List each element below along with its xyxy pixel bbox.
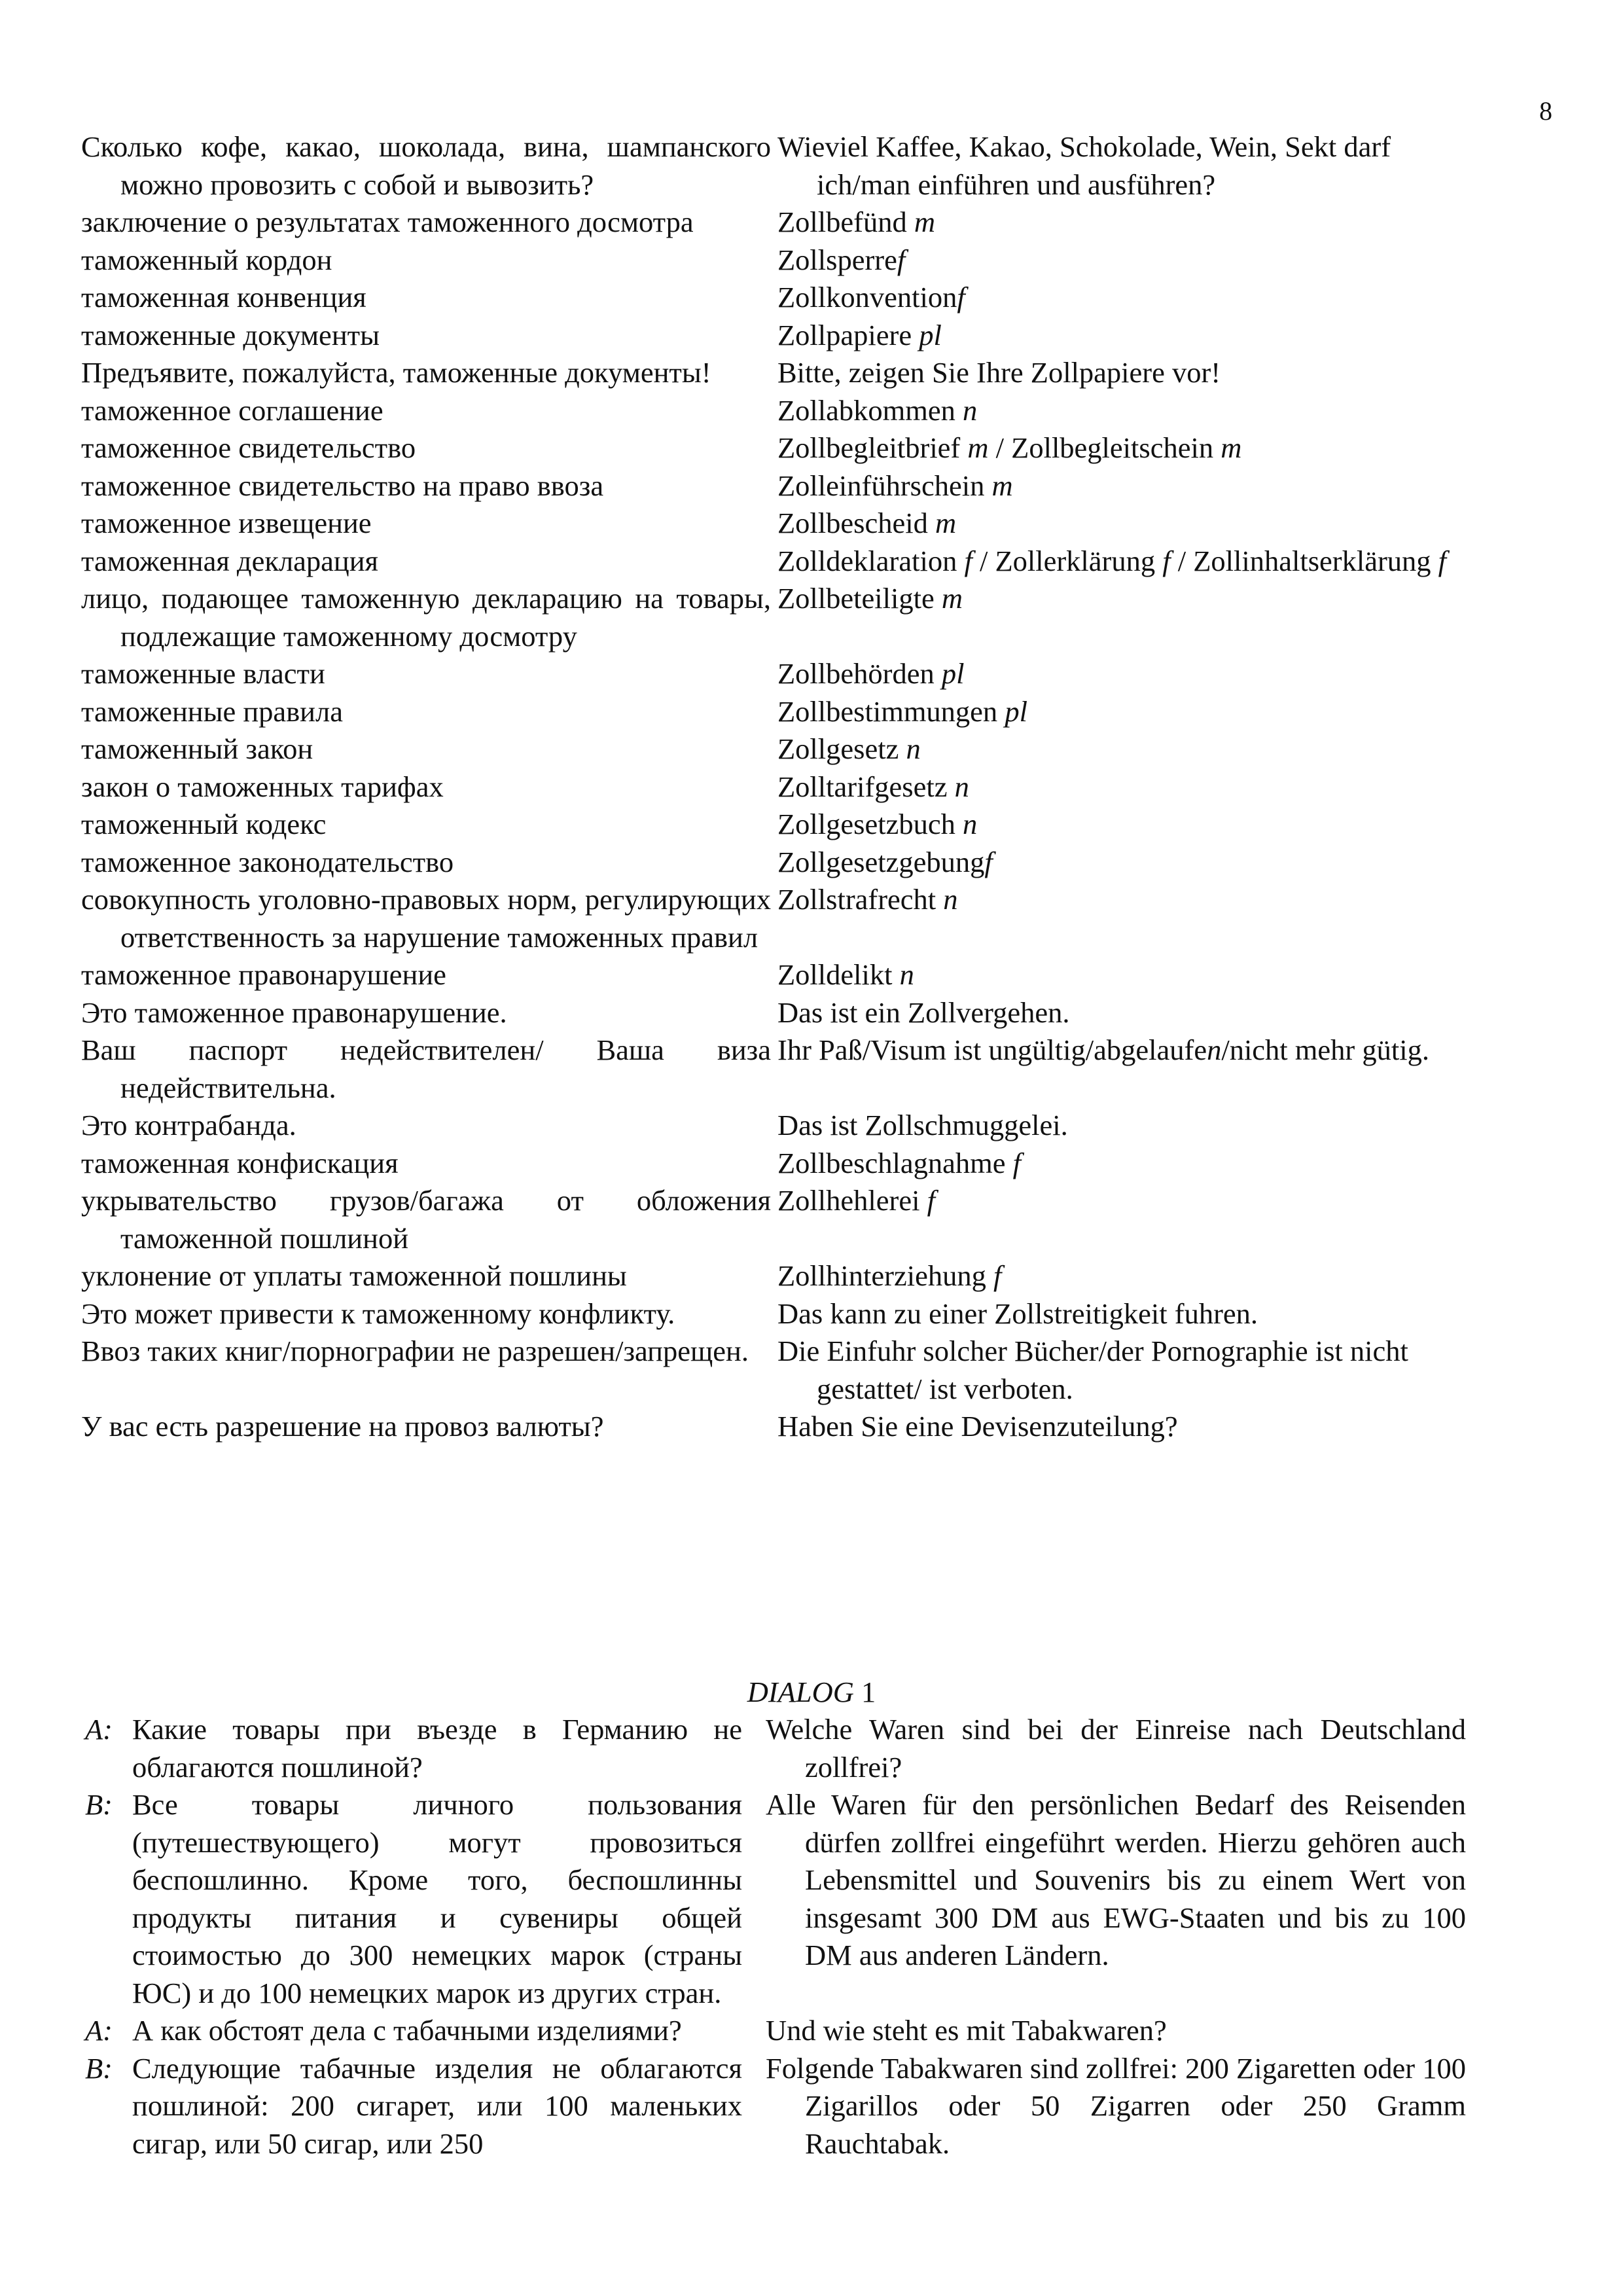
- russian-term: закон о таможенных тарифах: [81, 770, 444, 803]
- vocab-row: [81, 467, 1482, 505]
- german-term: Zollbehörden pl: [777, 657, 965, 690]
- vocab-row: [81, 392, 1482, 430]
- russian-utterance: Какие товары при въезде в Германию не облагаются пошлиной?: [132, 1713, 742, 1784]
- russian-term: укрывательство грузов/багажа от обложения таможенной пошлиной: [81, 1184, 771, 1255]
- german-term: Zollbefünd m: [777, 206, 935, 238]
- german-term: Zollbestimmungen pl: [777, 694, 1027, 728]
- vocab-row: [81, 1107, 1482, 1145]
- vocab-row: [81, 730, 1482, 768]
- russian-term: заключение о результатах таможенного досмотра: [81, 206, 694, 238]
- russian-term: таможенный кодекс: [81, 808, 327, 840]
- vocab-row: [81, 1145, 1482, 1183]
- dialog-number: 1: [861, 1676, 876, 1708]
- vocab-row: [81, 1182, 1482, 1257]
- vocab-row: [81, 1408, 1482, 1446]
- german-term: Zollbeteiligte m: [777, 582, 963, 615]
- russian-term: таможенный кордон: [81, 243, 332, 276]
- german-term: Zollsperref: [777, 243, 906, 276]
- russian-term: таможенная конвенция: [81, 281, 366, 314]
- german-utterance: Folgende Tabakwaren sind zollfrei: 200 Zigaretten oder 100 Zigarillos oder 50 Zigarren oder 250 Gramm Rauchtabak.: [766, 2051, 1466, 2160]
- vocabulary-list: [81, 128, 1482, 1446]
- russian-term: уклонение от уплаты таможенной пошлины: [81, 1259, 627, 1292]
- german-term: Das ist ein Zollvergehen.: [777, 996, 1070, 1029]
- russian-term: Это таможенное правонарушение.: [81, 996, 507, 1029]
- speaker-label: B:: [85, 2051, 113, 2085]
- vocab-row: [81, 806, 1482, 844]
- dialog-russian: [85, 1786, 766, 2012]
- vocab-row: [81, 881, 1482, 956]
- german-term: Zollgesetzbuch n: [777, 808, 978, 840]
- german-term: Zolltarifgesetz n: [777, 770, 969, 803]
- dialog-line: [85, 2050, 1472, 2163]
- dialog-russian: [85, 2050, 766, 2163]
- german-term: Zolldelikt n: [777, 958, 914, 991]
- vocab-row: [81, 580, 1482, 655]
- german-term: Das ist Zollschmuggelei.: [777, 1109, 1068, 1141]
- russian-term: таможенное извещение: [81, 507, 372, 539]
- german-term: Zollgesetz n: [777, 732, 921, 765]
- russian-term: таможенные правила: [81, 694, 343, 728]
- vocab-row: [81, 242, 1482, 279]
- vocab-row: [81, 693, 1482, 731]
- vocab-row: [81, 204, 1482, 242]
- vocab-row: [81, 1333, 1482, 1408]
- german-term: Zolleinführschein m: [777, 469, 1013, 502]
- german-term: Zollhinterziehung f: [777, 1259, 1002, 1292]
- vocab-row: [81, 543, 1482, 581]
- german-utterance: Welche Waren sind bei der Einreise nach Deutschland zollfrei?: [766, 1713, 1466, 1784]
- vocab-row: [81, 1295, 1482, 1333]
- speaker-label: A:: [85, 1713, 113, 1746]
- german-term: Zollbescheid m: [777, 507, 957, 539]
- russian-term: Сколько кофе, какао, шоколада, вина, шампанского можно провозить с собой и вывозить?: [81, 130, 771, 201]
- vocab-row: [81, 844, 1482, 882]
- russian-term: таможенное свидетельство: [81, 431, 416, 464]
- russian-term: Предъявите, пожалуйста, таможенные документы!: [81, 356, 711, 389]
- page-number: 8: [1539, 96, 1552, 126]
- russian-term: таможенная конфискация: [81, 1146, 399, 1179]
- dialog-line: [85, 1786, 1472, 2012]
- russian-term: Ваш паспорт недействителен/ Ваша виза недействительна.: [81, 1033, 771, 1104]
- russian-term: Ввоз таких книг/порнографии не разрешен/запрещен.: [81, 1335, 749, 1367]
- vocab-row: [81, 994, 1482, 1032]
- german-term: Bitte, zeigen Sie Ihre Zollpapiere vor!: [777, 356, 1221, 389]
- russian-term: Это может привести к таможенному конфликту.: [81, 1297, 675, 1330]
- vocab-row: [81, 128, 1482, 204]
- german-term: Zollkonventionf: [777, 281, 965, 314]
- russian-term: лицо, подающее таможенную декларацию на товары, подлежащие таможенному досмотру: [81, 582, 771, 653]
- german-utterance: Alle Waren für den persönlichen Bedarf des Reisenden dürfen zollfrei eingeführt werden. Hierzu gehören auch Lebensmittel und Souvenirs bis zu einem Wert von insgesamt 300 DM aus EWG-Staaten und bis zu 100 DM aus anderen Ländern.: [766, 1788, 1466, 1971]
- russian-term: таможенное законодательство: [81, 845, 454, 878]
- russian-term: таможенная декларация: [81, 544, 378, 577]
- russian-term: таможенный закон: [81, 732, 313, 765]
- russian-term: совокупность уголовно-правовых норм, регулирующих ответственность за нарушение таможенных правил: [81, 883, 771, 954]
- german-term: Die Einfuhr solcher Bücher/der Pornographie ist nicht gestattet/ ist verboten.: [777, 1335, 1408, 1405]
- german-term: Zollstrafrecht n: [777, 883, 958, 916]
- vocab-row: [81, 1257, 1482, 1295]
- speaker-label: B:: [85, 1788, 113, 1821]
- russian-utterance: Все товары личного пользования (путешествующего) могут провозиться беспошлинно. Кроме того, беспошлинны продукты питания и сувениры общей стоимостью до 300 немецких марок (страны ЮС) и до 100 немецких марок из других стран.: [132, 1788, 742, 2009]
- german-term: Zollpapiere pl: [777, 318, 942, 351]
- dialog-heading: [0, 1673, 1623, 1711]
- speaker-label: A:: [85, 2014, 113, 2047]
- german-term: Zolldeklaration f / Zollerklärung f / Zollinhaltserklärung f: [777, 544, 1447, 577]
- german-term: Haben Sie eine Devisenzuteilung?: [777, 1410, 1178, 1443]
- russian-utterance: А как обстоят дела с табачными изделиями?: [132, 2014, 682, 2047]
- vocab-row: [81, 279, 1482, 317]
- russian-term: таможенное свидетельство на право ввоза: [81, 469, 604, 502]
- russian-term: таможенные документы: [81, 318, 380, 351]
- german-term: Wieviel Kaffee, Kakao, Schokolade, Wein, Sekt darf ich/man einführen und ausführen?: [777, 130, 1391, 201]
- vocab-row: [81, 429, 1482, 467]
- german-term: Zollbeschlagnahme f: [777, 1146, 1021, 1179]
- german-term: Zollbegleitbrief m / Zollbegleitschein m: [777, 431, 1242, 464]
- dialog-line: [85, 1711, 1472, 1786]
- german-term: Ihr Paß/Visum ist ungültig/abgelaufen/nicht mehr gütig.: [777, 1033, 1429, 1066]
- vocab-row: [81, 655, 1482, 693]
- vocab-row: [81, 317, 1482, 355]
- vocab-row: [81, 354, 1482, 392]
- vocab-row: [81, 768, 1482, 806]
- vocab-row: [81, 1031, 1482, 1107]
- russian-term: таможенное соглашение: [81, 393, 383, 427]
- dialog-line: [85, 2012, 1472, 2050]
- german-term: Zollabkommen n: [777, 393, 978, 427]
- german-utterance: Und wie steht es mit Tabakwaren?: [766, 2014, 1167, 2047]
- russian-term: таможенные власти: [81, 657, 325, 690]
- vocab-row: [81, 505, 1482, 543]
- german-term: Das kann zu einer Zollstreitigkeit fuhren.: [777, 1297, 1258, 1330]
- russian-term: Это контрабанда.: [81, 1109, 296, 1141]
- dialog-title: DIALOG: [747, 1676, 854, 1708]
- german-term: Zollhehlerei f: [777, 1184, 935, 1217]
- dialog-section: [85, 1711, 1472, 2162]
- dialog-russian: [85, 1711, 766, 1786]
- german-term: Zollgesetzgebungf: [777, 845, 993, 878]
- russian-utterance: Следующие табачные изделия не облагаются пошлиной: 200 сигарет, или 100 маленьких сигар, или 50 сигар, или 250: [132, 2051, 742, 2160]
- russian-term: таможенное правонарушение: [81, 958, 446, 991]
- vocab-row: [81, 956, 1482, 994]
- dialog-russian: [85, 2012, 766, 2050]
- russian-term: У вас есть разрешение на провоз валюты?: [81, 1410, 604, 1443]
